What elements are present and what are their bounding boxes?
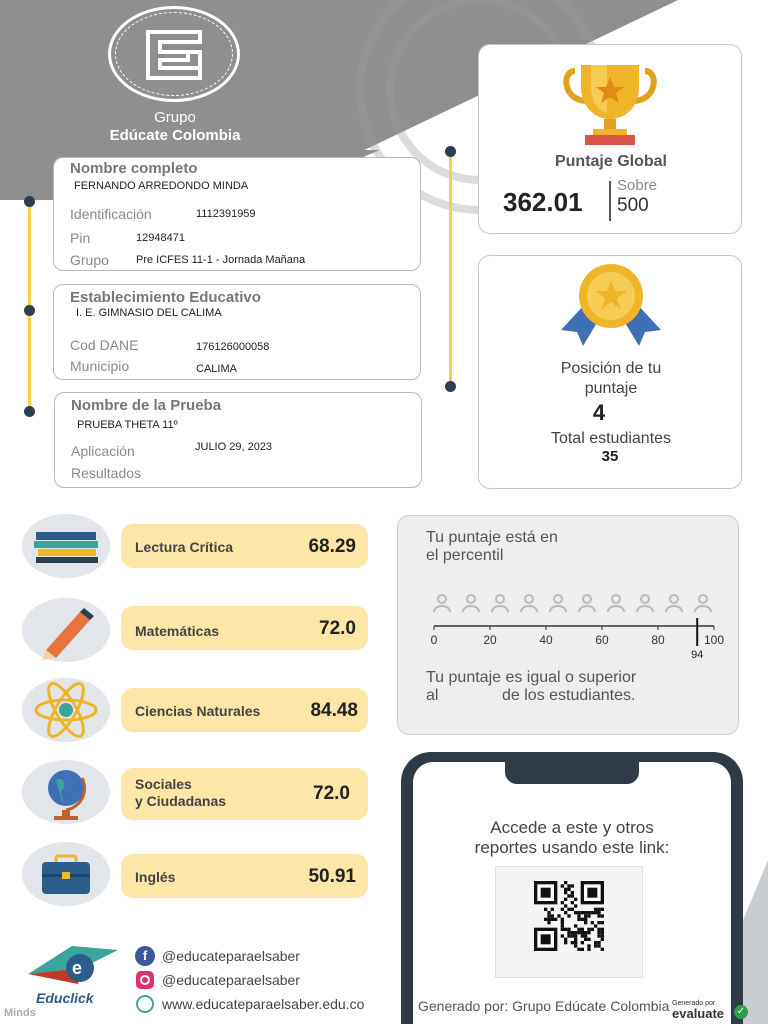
person-icon: [637, 595, 653, 612]
books-icon: [22, 514, 110, 578]
scale-tick-label: 40: [539, 633, 553, 647]
phone-notch: [505, 762, 639, 784]
educate-logo: [108, 6, 240, 102]
qr-code-icon[interactable]: [524, 881, 614, 951]
subject-name: Ciencias Naturales: [135, 703, 261, 719]
timeline-dot: [445, 381, 456, 392]
person-icon: [695, 595, 711, 612]
qr-text-1: Accede a este y otros: [490, 818, 654, 837]
scale-tick-label: 20: [483, 633, 497, 647]
percentile-card: [397, 515, 739, 735]
subject-score: 72.0: [313, 783, 350, 804]
dane-label: Cod DANE: [70, 337, 139, 353]
position-label-1: Posición de tu: [560, 360, 662, 377]
student-id: 1112391959: [196, 208, 256, 220]
test-card: [54, 392, 422, 488]
dane-code: 176126000058: [196, 341, 270, 353]
timeline-dot: [24, 305, 35, 316]
subject-sociales: [121, 768, 368, 820]
right-timeline: [449, 155, 452, 385]
website-link[interactable]: www.educateparaelsaber.edu.co: [162, 996, 365, 1012]
student-card: [53, 157, 421, 271]
person-icon: [579, 595, 595, 612]
phone-mockup: [401, 752, 743, 1024]
instagram-handle[interactable]: @educateparaelsaber: [162, 972, 300, 988]
score-divider: [609, 181, 611, 221]
test-label: Nombre de la Prueba: [71, 397, 222, 414]
scale-tick-label: 100: [703, 633, 725, 647]
medal-icon: [557, 260, 665, 346]
subject-score: 84.48: [310, 700, 358, 721]
brand-group: Grupo: [154, 109, 196, 126]
subject-lectura: [121, 524, 368, 568]
group-label: Grupo: [70, 252, 109, 268]
student-group: Pre ICFES 11-1 - Jornada Mañana: [136, 254, 306, 266]
global-score-value: 362.01: [503, 187, 583, 217]
person-icon: [608, 595, 624, 612]
person-icon: [666, 595, 682, 612]
subject-ingles: [121, 854, 368, 898]
check-icon: ✓: [734, 1005, 748, 1019]
pin-label: Pin: [70, 230, 91, 246]
municipality-label: Municipio: [70, 358, 130, 374]
atom-icon: [22, 678, 110, 742]
global-score-title: Puntaje Global: [554, 153, 667, 170]
svg-text:e: e: [72, 958, 83, 978]
people-row: [432, 594, 722, 614]
total-students-label: Total estudiantes: [550, 430, 672, 447]
school-card: [53, 284, 421, 380]
person-icon: [434, 595, 450, 612]
id-label: Identificación: [70, 206, 152, 222]
test-date: JULIO 29, 2023: [195, 441, 273, 453]
position-value: 4: [592, 400, 606, 425]
pencil-icon: [22, 598, 110, 662]
evaluate-small-text: Generado por: [672, 1000, 716, 1007]
instagram-icon[interactable]: [136, 971, 154, 989]
percentile-intro-1: Tu puntaje está en: [426, 529, 558, 546]
application-label: Aplicación: [71, 443, 135, 459]
results-label: Resultados: [71, 465, 142, 481]
subject-name: Inglés: [135, 869, 176, 885]
subject-name: Lectura Crítica: [135, 539, 234, 555]
subject-ciencias: [121, 688, 368, 732]
subject-name: Matemáticas: [135, 623, 220, 639]
person-icon: [492, 595, 508, 612]
school-label: Establecimiento Educativo: [70, 289, 261, 306]
subject-matematicas: [121, 606, 368, 650]
brand-name: Edúcate Colombia: [109, 127, 241, 144]
subject-score: 72.0: [319, 618, 356, 639]
facebook-icon[interactable]: f: [135, 946, 155, 966]
percentile-outro-2b: de los estudiantes.: [502, 687, 636, 704]
trophy-icon: [561, 57, 659, 147]
briefcase-icon: [22, 842, 110, 906]
evaluate-logo: evaluate: [672, 1006, 725, 1021]
facebook-handle[interactable]: @educateparaelsaber: [162, 948, 300, 964]
name-label: Nombre completo: [70, 160, 198, 177]
over-value: 500: [617, 195, 649, 216]
person-icon: [550, 595, 566, 612]
timeline-dot: [24, 196, 35, 207]
globe-icon: [22, 760, 110, 824]
percentile-outro-1: Tu puntaje es igual o superior: [426, 669, 637, 686]
school-name: I. E. GIMNASIO DEL CALIMA: [76, 307, 222, 319]
subject-name-line1: Sociales: [135, 776, 192, 792]
scale-tick-label: 60: [595, 633, 609, 647]
qr-code-box[interactable]: [495, 866, 643, 978]
percentile-scale: [424, 618, 734, 662]
percentile-intro-2: el percentil: [426, 547, 504, 564]
position-card: [478, 255, 742, 489]
person-icon: [521, 595, 537, 612]
timeline-dot: [445, 146, 456, 157]
person-icon: [463, 595, 479, 612]
student-name: FERNANDO ARREDONDO MINDA: [74, 180, 249, 192]
scale-tick-label: 80: [651, 633, 665, 647]
percentile-value: 94: [691, 649, 704, 661]
scale-tick-label: 0: [430, 633, 438, 647]
phone-screen: [413, 762, 731, 1024]
generated-by: Generado por: Grupo Edúcate Colombia: [418, 998, 670, 1014]
municipality: CALIMA: [196, 363, 237, 375]
timeline-dot: [24, 406, 35, 417]
subject-name-line2: y Ciudadanas: [135, 793, 227, 809]
global-score-card: [478, 44, 742, 234]
student-pin: 12948471: [136, 232, 185, 244]
web-icon[interactable]: [136, 995, 154, 1013]
test-name: PRUEBA THETA 11º: [77, 419, 178, 431]
percentile-outro-2a: al: [426, 687, 439, 704]
subject-score: 68.29: [308, 536, 356, 557]
subject-score: 50.91: [308, 866, 356, 887]
educlick-logo-text: Educlick: [36, 990, 94, 1006]
over-label: Sobre: [617, 177, 658, 194]
total-students-value: 35: [601, 448, 619, 465]
minds-logo: Minds: [4, 1007, 36, 1019]
position-label-2: puntaje: [584, 380, 638, 397]
qr-text-2: reportes usando este link:: [474, 838, 670, 857]
